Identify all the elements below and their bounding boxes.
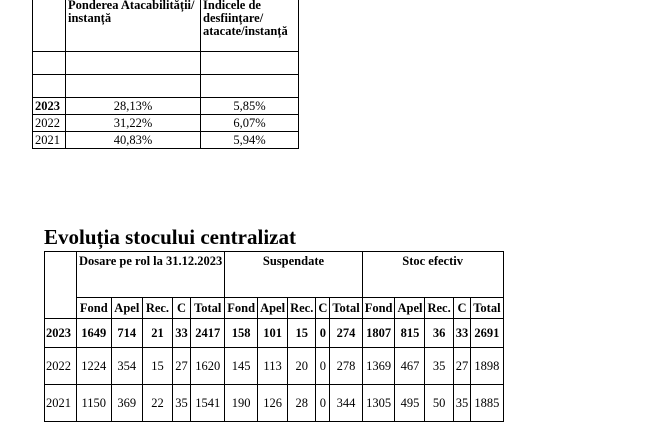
value-cell: 15 [288,319,316,348]
value-cell: 20 [288,348,316,385]
subheader-cell: Apel [258,298,288,319]
section-title: Evoluția stocului centralizat [44,225,296,249]
subheader-cell: Rec. [425,298,453,319]
year-cell: 2023 [45,319,77,348]
value-cell: 27 [172,348,190,385]
subheader-cell: Rec. [288,298,316,319]
year-header-cell [45,252,77,319]
subheader-cell: Total [471,298,503,319]
blank-cell [66,75,201,98]
value-cell: 145 [225,348,258,385]
value-cell: 0 [316,348,330,385]
indicele-cell: 5,94% [201,132,299,149]
value-cell: 274 [330,319,362,348]
value-cell: 1885 [471,385,503,422]
year-cell: 2021 [33,132,66,149]
value-cell: 714 [111,319,143,348]
value-cell: 278 [330,348,362,385]
subheader-cell: C [453,298,471,319]
year-cell: 2021 [45,385,77,422]
table-header-row [33,0,299,52]
value-cell: 1898 [471,348,503,385]
blank-cell [201,52,299,75]
table-row [33,132,299,149]
group-header-row [45,252,504,298]
value-cell: 354 [111,348,143,385]
group-header-dosare: Dosare pe rol la 31.12.2023 [77,252,225,298]
value-cell: 1224 [77,348,112,385]
table-row [45,319,504,348]
header-cell-empty [33,0,66,52]
value-cell: 344 [330,385,362,422]
value-cell: 28 [288,385,316,422]
value-cell: 1620 [191,348,225,385]
value-cell: 0 [316,319,330,348]
ponderea-cell: 40,83% [66,132,201,149]
value-cell: 33 [453,319,471,348]
header-cell-ponderea: Ponderea Atacabilității/ instanță [66,0,201,52]
subheader-cell: Apel [395,298,425,319]
value-cell: 369 [111,385,143,422]
value-cell: 27 [453,348,471,385]
year-cell: 2023 [33,98,66,115]
value-cell: 0 [316,385,330,422]
header-cell-indicele: Indicele de desființare/ atacate/instanță [201,0,299,52]
value-cell: 467 [395,348,425,385]
value-cell: 495 [395,385,425,422]
value-cell: 35 [453,385,471,422]
subheader-cell: C [316,298,330,319]
value-cell: 113 [258,348,288,385]
subheader-cell: Apel [111,298,143,319]
value-cell: 815 [395,319,425,348]
value-cell: 1649 [77,319,112,348]
subheader-cell: Fond [77,298,112,319]
value-cell: 35 [425,348,453,385]
table-row [45,348,504,385]
value-cell: 126 [258,385,288,422]
group-header-stoc: Stoc efectiv [362,252,503,298]
table-row [33,98,299,115]
indicele-cell: 6,07% [201,115,299,132]
value-cell: 35 [172,385,190,422]
value-cell: 1305 [362,385,395,422]
value-cell: 1541 [191,385,225,422]
table-row-blank [33,75,299,98]
table-row-blank [33,52,299,75]
table-row [45,385,504,422]
subheader-row [45,298,504,319]
value-cell: 158 [225,319,258,348]
subheader-cell: Total [330,298,362,319]
subheader-cell: Total [191,298,225,319]
year-cell: 2022 [33,115,66,132]
blank-cell [66,52,201,75]
value-cell: 21 [143,319,173,348]
blank-cell [201,75,299,98]
value-cell: 1150 [77,385,112,422]
value-cell: 2691 [471,319,503,348]
stock-evolution-table [44,251,504,422]
year-cell: 2022 [45,348,77,385]
blank-cell [33,52,66,75]
subheader-cell: Rec. [143,298,173,319]
value-cell: 190 [225,385,258,422]
group-header-suspendate: Suspendate [225,252,362,298]
value-cell: 101 [258,319,288,348]
value-cell: 2417 [191,319,225,348]
appeal-rate-table [32,0,299,149]
value-cell: 1369 [362,348,395,385]
value-cell: 36 [425,319,453,348]
ponderea-cell: 28,13% [66,98,201,115]
value-cell: 15 [143,348,173,385]
value-cell: 33 [172,319,190,348]
blank-cell [33,75,66,98]
value-cell: 22 [143,385,173,422]
value-cell: 50 [425,385,453,422]
table-row [33,115,299,132]
subheader-cell: Fond [362,298,395,319]
ponderea-cell: 31,22% [66,115,201,132]
subheader-cell: C [172,298,190,319]
value-cell: 1807 [362,319,395,348]
subheader-cell: Fond [225,298,258,319]
indicele-cell: 5,85% [201,98,299,115]
